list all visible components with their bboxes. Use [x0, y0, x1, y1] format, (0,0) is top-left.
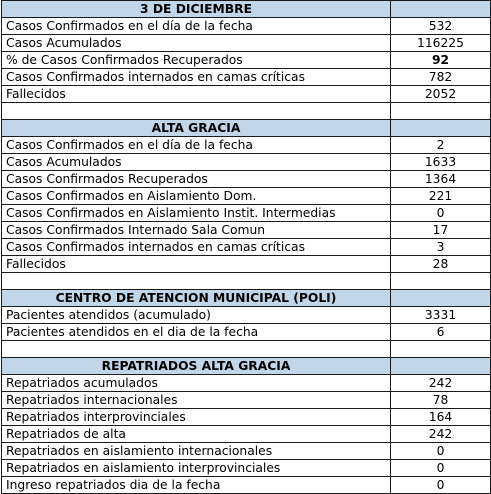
row-value: 116225: [391, 35, 491, 52]
section-title-alta-gracia: ALTA GRACIA: [2, 120, 391, 137]
row-value: 92: [391, 52, 491, 69]
row-label: Casos Acumulados: [2, 154, 391, 171]
section-title-poli: CENTRO DE ATENCION MUNICIPAL (POLI): [2, 290, 391, 307]
row-value: 0: [391, 205, 491, 222]
row-label: Pacientes atendidos (acumulado): [2, 307, 391, 324]
row-label: Repatriados acumulados: [2, 375, 391, 392]
row-label: Casos Confirmados en el día de la fecha: [2, 137, 391, 154]
table-row: [2, 443, 491, 460]
table-row: [2, 324, 491, 341]
covid-report-table: [1, 0, 491, 494]
spacer-row: [2, 341, 491, 358]
spacer-row: [2, 103, 491, 120]
row-label: Repatriados en aislamiento internacionales: [2, 443, 391, 460]
table-row: [2, 188, 491, 205]
row-value: 3: [391, 239, 491, 256]
row-label: Repatriados en aislamiento interprovinciales: [2, 460, 391, 477]
table-row: [2, 35, 491, 52]
row-label: Casos Confirmados en Aislamiento Instit. Intermedias: [2, 205, 391, 222]
row-value: 1633: [391, 154, 491, 171]
section-header-repatriados: [2, 358, 491, 375]
row-value: 532: [391, 18, 491, 35]
section-header-alta-gracia: [2, 120, 491, 137]
section-header-empty-cell: [391, 1, 491, 18]
table-row: [2, 52, 491, 69]
row-label: Pacientes atendidos en el dia de la fecha: [2, 324, 391, 341]
table-row: [2, 375, 491, 392]
spacer-cell: [2, 273, 391, 290]
section-header-empty-cell: [391, 120, 491, 137]
table-row: [2, 460, 491, 477]
spacer-row: [2, 273, 491, 290]
section-title-repatriados: REPATRIADOS ALTA GRACIA: [2, 358, 391, 375]
table-row: [2, 477, 491, 494]
table-row: [2, 222, 491, 239]
row-value: 242: [391, 375, 491, 392]
row-label: Casos Confirmados Internado Sala Comun: [2, 222, 391, 239]
row-value: 0: [391, 443, 491, 460]
table-row: [2, 171, 491, 188]
section-title-date: 3 DE DICIEMBRE: [2, 1, 391, 18]
row-value: 6: [391, 324, 491, 341]
spacer-cell: [2, 103, 391, 120]
table-row: [2, 154, 491, 171]
row-label: % de Casos Confirmados Recuperados: [2, 52, 391, 69]
row-value: 242: [391, 426, 491, 443]
table-row: [2, 18, 491, 35]
row-value: 0: [391, 477, 491, 494]
row-label: Fallecidos: [2, 256, 391, 273]
row-value: 3331: [391, 307, 491, 324]
table-row: [2, 392, 491, 409]
row-label: Casos Confirmados internados en camas críticas: [2, 69, 391, 86]
table-row: [2, 239, 491, 256]
row-label: Casos Confirmados internados en camas críticas: [2, 239, 391, 256]
row-value: 0: [391, 460, 491, 477]
table-row: [2, 69, 491, 86]
row-value: 164: [391, 409, 491, 426]
row-value: 28: [391, 256, 491, 273]
row-value: 1364: [391, 171, 491, 188]
row-label: Fallecidos: [2, 86, 391, 103]
section-header-date: [2, 1, 491, 18]
row-label: Casos Acumulados: [2, 35, 391, 52]
row-label: Repatriados internacionales: [2, 392, 391, 409]
row-label: Repatriados interprovinciales: [2, 409, 391, 426]
section-header-poli: [2, 290, 491, 307]
section-header-empty-cell: [391, 290, 491, 307]
section-header-empty-cell: [391, 358, 491, 375]
row-label: Casos Confirmados en Aislamiento Dom.: [2, 188, 391, 205]
table-row: [2, 256, 491, 273]
table-row: [2, 409, 491, 426]
row-value: 221: [391, 188, 491, 205]
row-value: 78: [391, 392, 491, 409]
spacer-cell: [391, 103, 491, 120]
row-label: Casos Confirmados Recuperados: [2, 171, 391, 188]
row-value: 2052: [391, 86, 491, 103]
table-row: [2, 137, 491, 154]
row-value: 782: [391, 69, 491, 86]
spacer-cell: [391, 341, 491, 358]
spacer-cell: [2, 341, 391, 358]
table-row: [2, 426, 491, 443]
table-row: [2, 307, 491, 324]
row-label: Casos Confirmados en el día de la fecha: [2, 18, 391, 35]
row-value: 17: [391, 222, 491, 239]
row-value: 2: [391, 137, 491, 154]
table-row: [2, 205, 491, 222]
spacer-cell: [391, 273, 491, 290]
table-row: [2, 86, 491, 103]
row-label: Repatriados de alta: [2, 426, 391, 443]
row-label: Ingreso repatriados dia de la fecha: [2, 477, 391, 494]
